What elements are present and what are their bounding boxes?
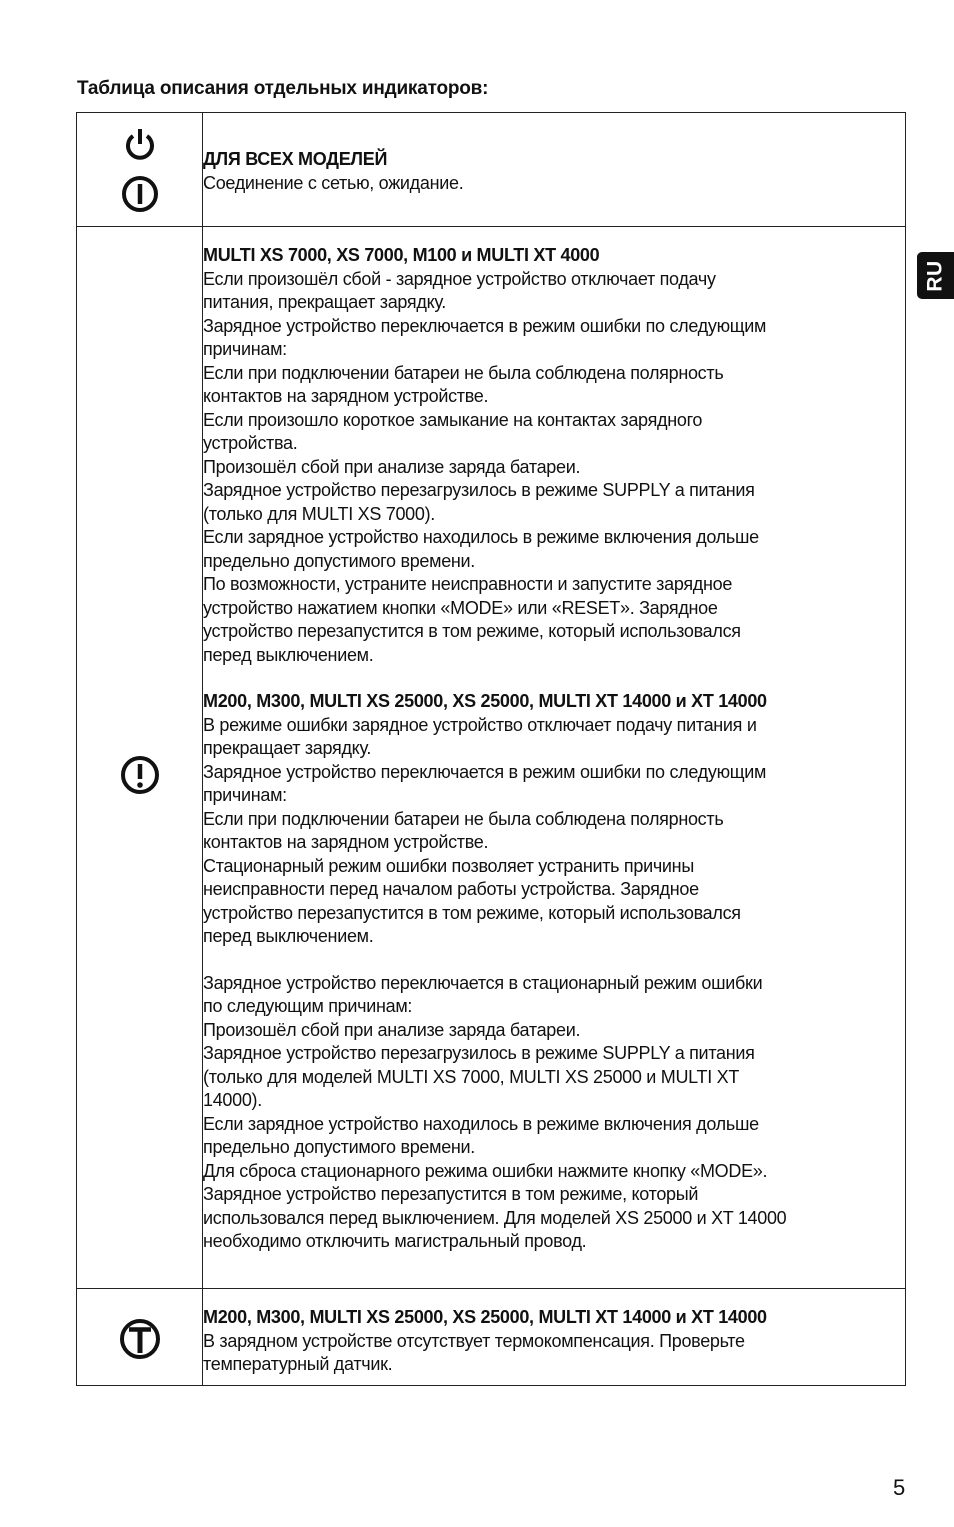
- section: [203, 690, 905, 949]
- section-spacer: [203, 667, 905, 690]
- text-line: необходимо отключить магистральный провод.: [203, 1231, 587, 1251]
- table-row: [77, 1289, 906, 1386]
- text-line: Если зарядное устройство находилось в режиме включения дольше: [203, 527, 759, 547]
- text-line: Если зарядное устройство находилось в режиме включения дольше: [203, 1113, 759, 1134]
- text-line: причинам:: [203, 785, 287, 805]
- section: [203, 972, 905, 1254]
- description-cell: [203, 227, 906, 1289]
- text-line: Зарядное устройство перезагрузилось в режиме SUPPLY а питания: [203, 1043, 755, 1063]
- text-line: температурный датчик.: [203, 1354, 393, 1374]
- text-line: Стационарный режим ошибки позволяет устранить причины: [203, 855, 694, 876]
- language-tab: [917, 252, 954, 299]
- text-line: устройства.: [203, 433, 298, 453]
- section: [203, 1289, 905, 1377]
- text-line: устройство перезапустится в том режиме, который использовался: [203, 621, 741, 641]
- section: [203, 113, 905, 195]
- power-standby-icon: [77, 127, 202, 163]
- text-line: 14000).: [203, 1090, 262, 1110]
- text-line: прекращает зарядку.: [203, 738, 372, 758]
- description-cell: [203, 1289, 906, 1386]
- text-line: Если при подключении батареи не была соблюдена полярность: [203, 362, 724, 383]
- text-line: Зарядное устройство переключается в режим ошибки по следующим: [203, 315, 767, 336]
- icon-cell: [77, 227, 203, 1289]
- text-line: Соединение с сетью, ожидание.: [203, 172, 464, 193]
- text-line: контактов на зарядном устройстве.: [203, 832, 489, 852]
- icon-cell: [77, 113, 203, 227]
- text-line: В зарядном устройстве отсутствует термокомпенсация. Проверьте: [203, 1330, 745, 1351]
- text-line: Зарядное устройство перезапустится в том режиме, который: [203, 1184, 699, 1204]
- text-line: (только для моделей MULTI XS 7000, MULTI XS 25000 и MULTI XT: [203, 1066, 740, 1087]
- section-title: M200, M300, MULTI XS 25000, XS 25000, MULTI XT 14000 и XT 14000: [203, 691, 767, 711]
- indicator-table: [76, 112, 906, 1386]
- text-line: Зарядное устройство переключается в стационарный режим ошибки: [203, 972, 763, 993]
- text-line: Зарядное устройство переключается в режим ошибки по следующим: [203, 761, 767, 782]
- text-line: предельно допустимого времени.: [203, 1137, 476, 1157]
- text-line: перед выключением.: [203, 926, 374, 946]
- text-line: Произошёл сбой при анализе заряда батареи.: [203, 456, 581, 477]
- table-row: [77, 113, 906, 227]
- text-line: Если произошёл сбой - зарядное устройство отключает подачу: [203, 268, 716, 289]
- icon-cell: [77, 1289, 203, 1386]
- text-line: Для сброса стационарного режима ошибки нажмите кнопку «MODE».: [203, 1160, 768, 1181]
- text-line: использовался перед выключением. Для моделей XS 25000 и XT 14000: [203, 1207, 787, 1228]
- section-spacer: [203, 949, 905, 972]
- text-line: Если произошло короткое замыкание на контактах зарядного: [203, 409, 703, 430]
- text-line: причинам:: [203, 339, 287, 359]
- text-line: устройство нажатием кнопки «MODE» или «RESET». Зарядное: [203, 597, 718, 618]
- temperature-t-icon: [77, 1317, 202, 1361]
- text-line: предельно допустимого времени.: [203, 550, 476, 571]
- section: [203, 227, 905, 667]
- text-line: неисправности перед началом работы устройства. Зарядное: [203, 879, 699, 899]
- table-row: [77, 227, 906, 1289]
- power-on-icon: [77, 174, 202, 214]
- error-exclamation-icon: [77, 754, 202, 796]
- text-line: Произошёл сбой при анализе заряда батареи.: [203, 1019, 581, 1040]
- page-number: 5: [893, 1475, 906, 1500]
- text-line: устройство перезапустится в том режиме, который использовался: [203, 902, 741, 923]
- section-title: ДЛЯ ВСЕХ МОДЕЛЕЙ: [203, 149, 388, 169]
- description-cell: [203, 113, 906, 227]
- text-line: питания, прекращает зарядку.: [203, 292, 446, 312]
- text-line: По возможности, устраните неисправности и запустите зарядное: [203, 574, 733, 594]
- section-title: M200, M300, MULTI XS 25000, XS 25000, MULTI XT 14000 и XT 14000: [203, 1307, 767, 1327]
- text-line: перед выключением.: [203, 644, 374, 665]
- page-heading: Таблица описания отдельных индикаторов:: [77, 78, 489, 99]
- text-line: (только для MULTI XS 7000).: [203, 503, 435, 524]
- text-line: по следующим причинам:: [203, 996, 413, 1016]
- text-line: контактов на зарядном устройстве.: [203, 386, 489, 406]
- section-title: MULTI XS 7000, XS 7000, M100 и MULTI XT 4000: [203, 245, 600, 265]
- language-tab-label: RU: [923, 259, 947, 292]
- text-line: Зарядное устройство перезагрузилось в режиме SUPPLY а питания: [203, 480, 755, 500]
- text-line: В режиме ошибки зарядное устройство отключает подачу питания и: [203, 714, 757, 735]
- text-line: Если при подключении батареи не была соблюдена полярность: [203, 808, 724, 829]
